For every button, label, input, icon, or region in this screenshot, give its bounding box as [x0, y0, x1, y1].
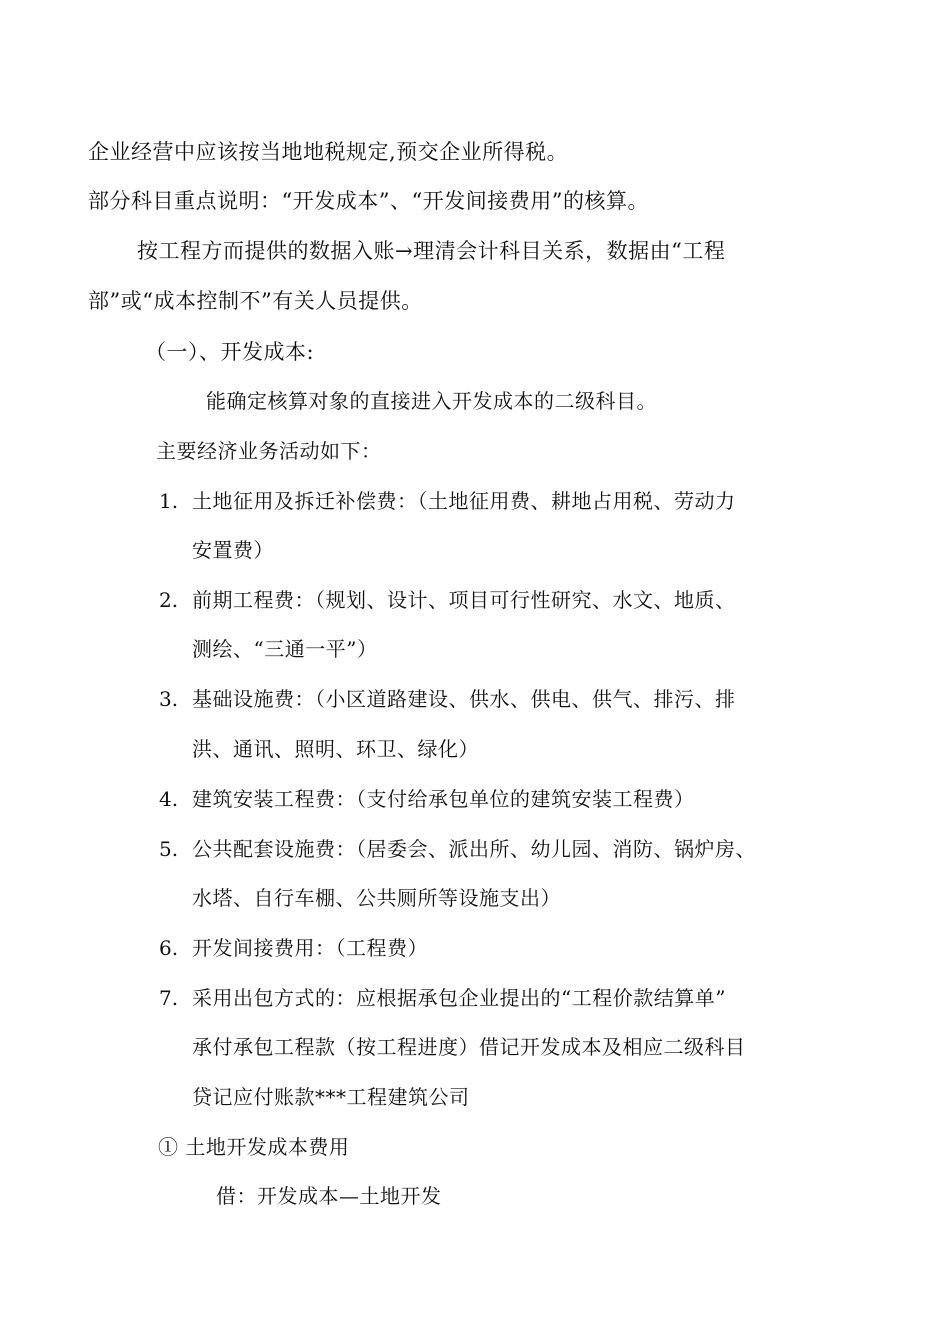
- list-item-number: 7.: [159, 986, 179, 1010]
- list-item-number: 5.: [159, 837, 179, 861]
- list-item-text: 承付承包工程款（按工程进度）借记开发成本及相应二级科目: [192, 1035, 746, 1059]
- list-item-text: 公共配套设施费：（居委会、派出所、幼儿园、消防、锅炉房、: [192, 837, 756, 861]
- list-item-number: 1.: [159, 489, 179, 513]
- journal-entry-debit: 借：开发成本—土地开发: [216, 1184, 442, 1208]
- list-item-number: 4.: [159, 787, 179, 811]
- list-item-text: 测绘、“三通一平”）: [192, 637, 378, 661]
- paragraph-prepay-tax: 企业经营中应该按当地地税规定,预交企业所得税。: [88, 140, 569, 164]
- list-item-number: 2.: [159, 588, 179, 612]
- list-item-text: 基础设施费：（小区道路建设、供水、供电、供气、排污、排: [192, 687, 736, 711]
- list-item-text: 安置费）: [192, 538, 274, 562]
- paragraph-main-activities: 主要经济业务活动如下：: [156, 439, 382, 463]
- paragraph-data-entry-line1: 按工程方而提供的数据入账→理清会计科目关系，数据由“工程: [137, 239, 726, 263]
- list-item-text: 开发间接费用：（工程费）: [192, 936, 428, 960]
- list-item-text: 洪、通讯、照明、环卫、绿化）: [192, 737, 479, 761]
- list-item-text: 采用出包方式的：应根据承包企业提出的“工程价款结算单”: [192, 986, 726, 1010]
- list-item-text: 建筑安装工程费：（支付给承包单位的建筑安装工程费）: [192, 787, 695, 811]
- sub-item-land-development: ① 土地开发成本费用: [158, 1135, 350, 1159]
- list-item-text: 贷记应付账款***工程建筑公司: [192, 1085, 470, 1109]
- list-item-text: 前期工程费：（规划、设计、项目可行性研究、水文、地质、: [192, 588, 736, 612]
- section-heading-development-cost: （一）、开发成本:: [145, 340, 315, 364]
- list-item-number: 6.: [159, 936, 179, 960]
- paragraph-direct-cost: 能确定核算对象的直接进入开发成本的二级科目。: [206, 389, 657, 413]
- list-item-text: 土地征用及拆迁补偿费：（土地征用费、耕地占用税、劳动力: [192, 489, 736, 513]
- paragraph-key-accounts: 部分科目重点说明：“开发成本”、“开发间接费用”的核算。: [88, 189, 649, 213]
- list-item-text: 水塔、自行车棚、公共厕所等设施支出）: [192, 886, 561, 910]
- list-item-number: 3.: [159, 687, 179, 711]
- paragraph-data-entry-line2: 部”或“成本控制不”有关人员提供。: [88, 289, 423, 313]
